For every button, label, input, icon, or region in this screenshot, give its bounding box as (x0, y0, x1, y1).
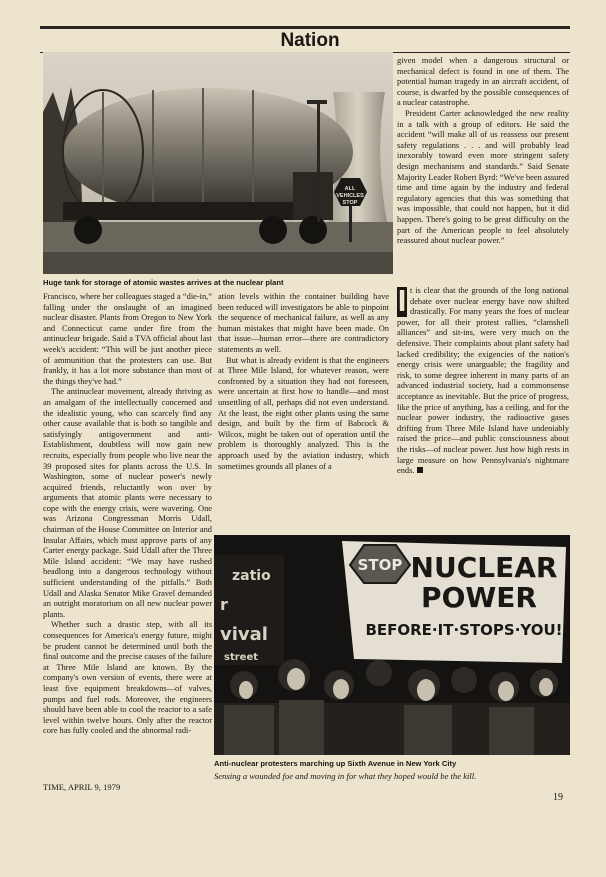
banner-power-text: POWER (421, 581, 537, 614)
article-column-3-bottom (397, 286, 569, 532)
col1-paragraph-3: Whether such a drastic step, with all its consequences for America's energy future, might be prudent cannot be determined until both the final outcome and the precise causes of the failure at Three Mile Island are known. By the company's own version of events, there were at least five equipment breakdowns—of valves, pumps and fuel rods. Moreover, the engineers should have been able to cool the reactor to a safe level within twelve hours. Only after the reactor core has fully cooled and the abnormal radi- (43, 620, 212, 736)
footer-dateline: TIME, APRIL 9, 1979 (43, 782, 121, 792)
col2-paragraph-2: But what is already evident is that the engineers at Three Mile Island, for whatever reason, were confronted by a situation they had not foreseen, were uncertain at first how to handle—and most unsettling of all, perhaps did not even understand. At the least, the eight other plants using the same design, and built by the firm of Babcock & Wilcox, might be taken out of operation until the problem is thoroughly analyzed. This is the approach used by the aviation industry, which sometimes grounds all planes of a (218, 355, 389, 471)
svg-text:STOP: STOP (342, 200, 358, 206)
banner-stop-text: STOP (357, 556, 403, 574)
svg-text:VEHICLES: VEHICLES (336, 193, 364, 199)
banner-slogan-text: BEFORE·IT·STOPS·YOU! (365, 621, 563, 639)
header-rule-top (40, 26, 570, 29)
stop-sign-text: ALL (344, 186, 356, 192)
col1-paragraph-1: Francisco, where her colleagues staged a “die-in,” falling under the onslaught of an imagined nuclear disaster. Plants from Oregon to New York and Connecticut came under fire from the antinuclear brigade. Said a TVA official about last week's accident: “This will be just another piece of ammunition that the protesters can use. But frankly, it has a lot more substance than most of the things they've had.” (43, 292, 212, 386)
col3-paragraph-1: given model when a dangerous structural or mechanical defect is found in one of them. The potential human tragedy in an aircraft accident, of course, is dwarfed by the possible consequences of a nuclear catastrophe. (397, 56, 569, 108)
photo-protesters (214, 535, 570, 755)
banner-left-text: zatio (232, 568, 271, 584)
end-mark (417, 467, 423, 473)
col3-paragraph-3: t is clear that the grounds of the long national debate over nuclear energy have now shifted drastically. For many years the foes of nuclear power, for all their protest rallies, “clamshell alliances” and sit-ins, were very much on the defensive. Their complaints about plant safety had lacked credibility; the exigencies of the nation's energy crisis were unarguable; the fragility and risk, to some degree inherent in many parts of an advanced industrial society, had a commonsense acceptance as inevitable. But the price of progress, like the price of anything, has a ceiling, and for the nuclear power industry, the radioactive gases drifting from Three Mile Island have undeniably raised the price—and public consciousness about the risks—of nuclear power. Just how high rests in large measure on how Pennsylvania's nightmare ends. (397, 286, 569, 476)
article-column-1 (43, 292, 212, 774)
section-title: Nation (280, 30, 340, 51)
col2-paragraph-1: ation levels within the container building have been reduced will investigators be able to pinpoint the sequence of mechanical failure, as well as any human mistakes that might have been made. On that issue—human error—there are contradictory statements as well. (218, 292, 389, 354)
svg-text:street: street (224, 652, 259, 663)
photo-top-caption: Huge tank for storage of atomic wastes arrives at the nuclear plant (43, 278, 284, 287)
photo-bottom-caption: Anti-nuclear protesters marching up Sixth Avenue in New York City (214, 759, 457, 768)
svg-text:r: r (220, 595, 228, 614)
page-number: 19 (553, 792, 563, 803)
col3-paragraph-2: President Carter acknowledged the new reality in a talk with a group of editors. He said the accident “will make all of us reassess our present safety regulations . . . and will probably lead inexorably toward even more stringent safety design mechanisms and standards.” Said Senate Majority Leader Robert Byrd: “We've been assured time and time again by the industry and federal regulatory agencies that this was something that was impossible, that could not happen, but it did happen. There's going to be great difficulty on the part of the American people to feel absolutely reassured about nuclear power.” (397, 108, 569, 246)
svg-text:vival: vival (220, 624, 268, 645)
drop-cap: I (397, 286, 407, 318)
article-column-3-top (397, 56, 569, 284)
photo-waste-tank (43, 52, 393, 274)
col1-paragraph-2: The antinuclear movement, already thriving as an amalgam of the intellectually concerned and the idealistic young, who can scarcely find any other cause available that is both so tangible and satisfyingly antigovernment and anti-Establishment, doubtless will now gain new recruits, especially from people who live near the 39 proposed sites for plants across the U.S. In Washington, some of nuclear power's newly acquired friends, reluctantly won over by arguments that atomic plants were necessary to cope with the energy crisis, were wavering. One was Arizona Congressman Morris Udall, chairman of the House Committee on Interior and Insular Affairs, which must approve parts of any Carter energy package. Said Udall after the Three Mile Island accident: “We may have rushed headlong into a dangerous technology without sufficient understanding of the pitfalls.” Both Udall and Alaska Senator Mike Gravel demanded an outright moratorium on all new nuclear power plants. (43, 387, 212, 619)
article-column-2 (218, 292, 389, 532)
photo-bottom-subcaption: Sensing a wounded foe and moving in for what they hoped would be the kill. (214, 771, 477, 781)
banner-nuclear-text: NUCLEAR (410, 551, 558, 584)
